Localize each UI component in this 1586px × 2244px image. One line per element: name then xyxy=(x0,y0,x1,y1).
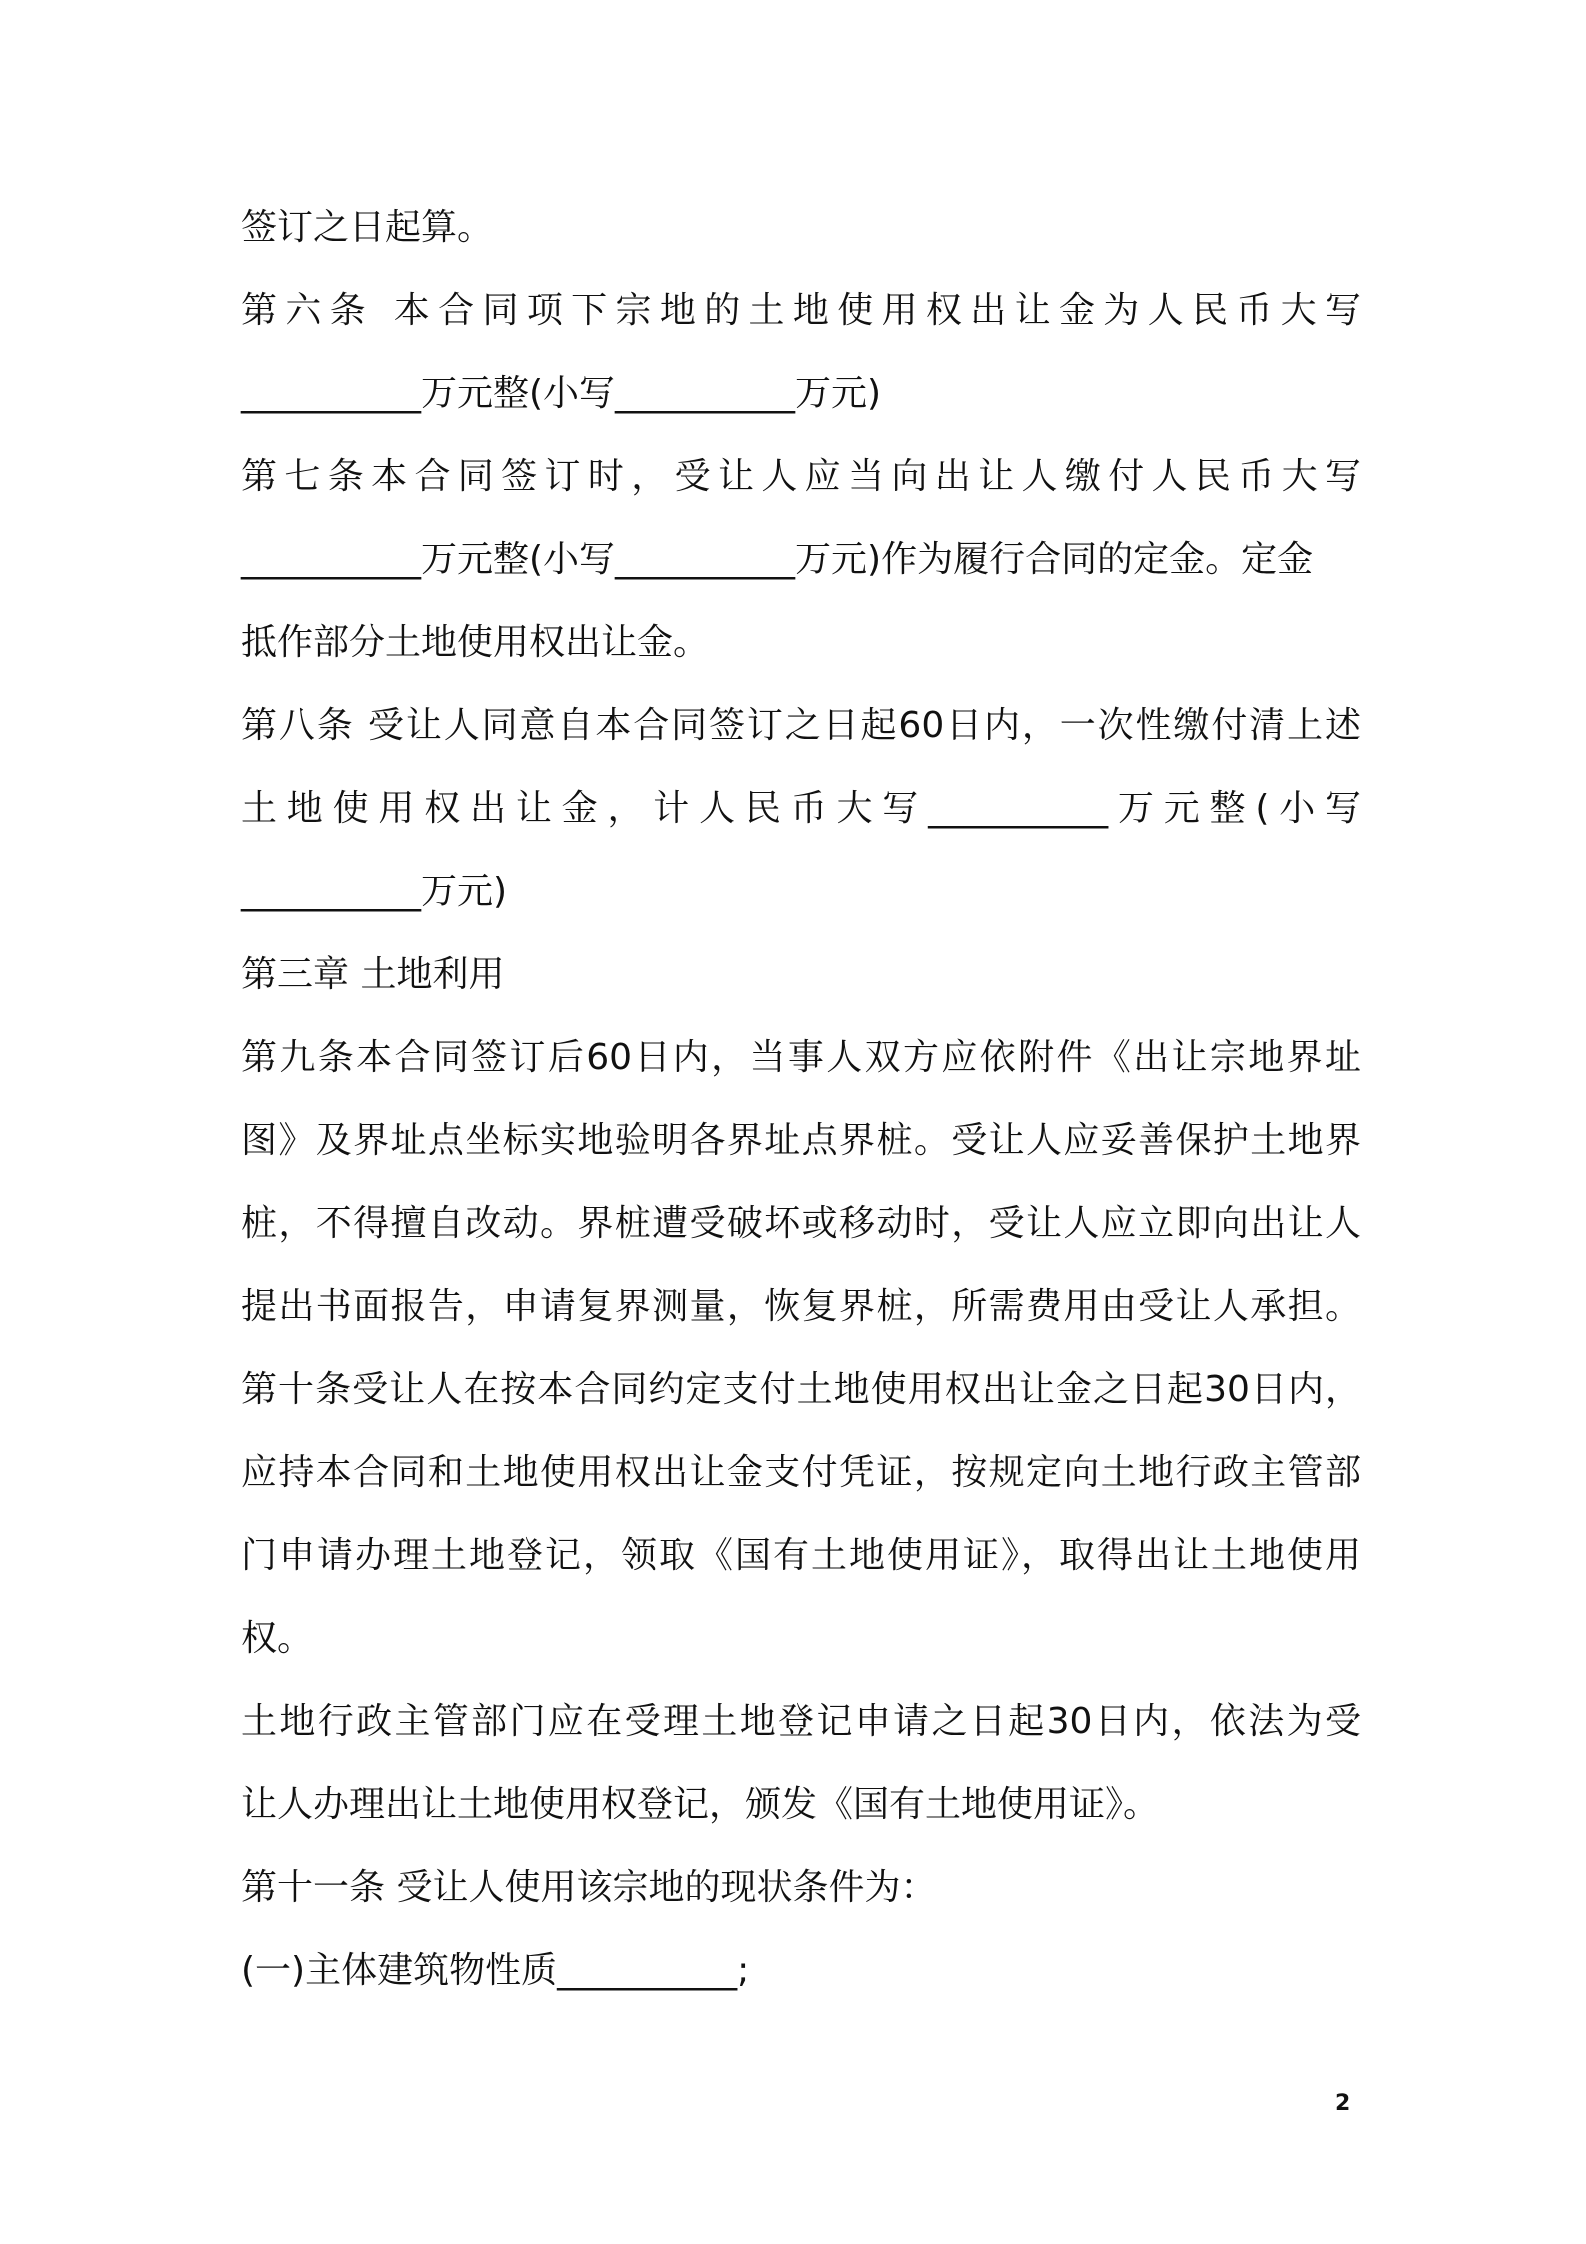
text-line: 抵作部分土地使用权出让金。 xyxy=(241,622,710,663)
text-line: __________万元整(小写__________万元) xyxy=(241,373,882,414)
text-line: 土地行政主管部门应在受理土地登记申请之日起30日内，依法为受 xyxy=(241,1701,1361,1742)
text-line: 门申请办理土地登记，领取《国有土地使用证》，取得出让土地使用 xyxy=(241,1535,1361,1576)
text-line: 应持本合同和土地使用权出让金支付凭证，按规定向土地行政主管部 xyxy=(241,1452,1361,1493)
chapter-3-heading: 第三章 土地利用 xyxy=(241,954,505,995)
text-line: 土地使用权出让金，计人民币大写__________万元整(小写 xyxy=(241,788,1361,829)
article-8-heading-line: 第八条 受让人同意自本合同签订之日起60日内，一次性缴付清上述 xyxy=(241,705,1361,746)
text-line: 提出书面报告，申请复界测量，恢复界桩，所需费用由受让人承担。 xyxy=(241,1286,1361,1327)
text-line: __________万元整(小写__________万元)作为履行合同的定金。定金 xyxy=(241,539,1314,580)
text-line: 让人办理出让土地使用权登记，颁发《国有土地使用证》。 xyxy=(241,1784,1160,1825)
text-line: 签订之日起算。 xyxy=(241,207,494,248)
text-line: (一)主体建筑物性质__________; xyxy=(241,1950,750,1991)
article-7-heading-line: 第七条本合同签订时，受让人应当向出让人缴付人民币大写 xyxy=(241,456,1361,497)
text-line: 图》及界址点坐标实地验明各界址点界桩。受让人应妥善保护土地界 xyxy=(241,1120,1361,1161)
article-9-heading-line: 第九条本合同签订后60日内，当事人双方应依附件《出让宗地界址 xyxy=(241,1037,1361,1078)
article-10-heading-line: 第十条受让人在按本合同约定支付土地使用权出让金之日起30日内， xyxy=(241,1369,1361,1410)
article-6-heading-line: 第六条 本合同项下宗地的土地使用权出让金为人民币大写 xyxy=(241,290,1361,331)
page-number: 2 xyxy=(1335,2091,1351,2116)
text-line: 桩，不得擅自改动。界桩遭受破坏或移动时，受让人应立即向出让人 xyxy=(241,1203,1361,1244)
text-line: __________万元) xyxy=(241,871,508,912)
text-line: 权。 xyxy=(241,1618,314,1659)
article-11-heading-line: 第十一条 受让人使用该宗地的现状条件为： xyxy=(241,1867,937,1908)
